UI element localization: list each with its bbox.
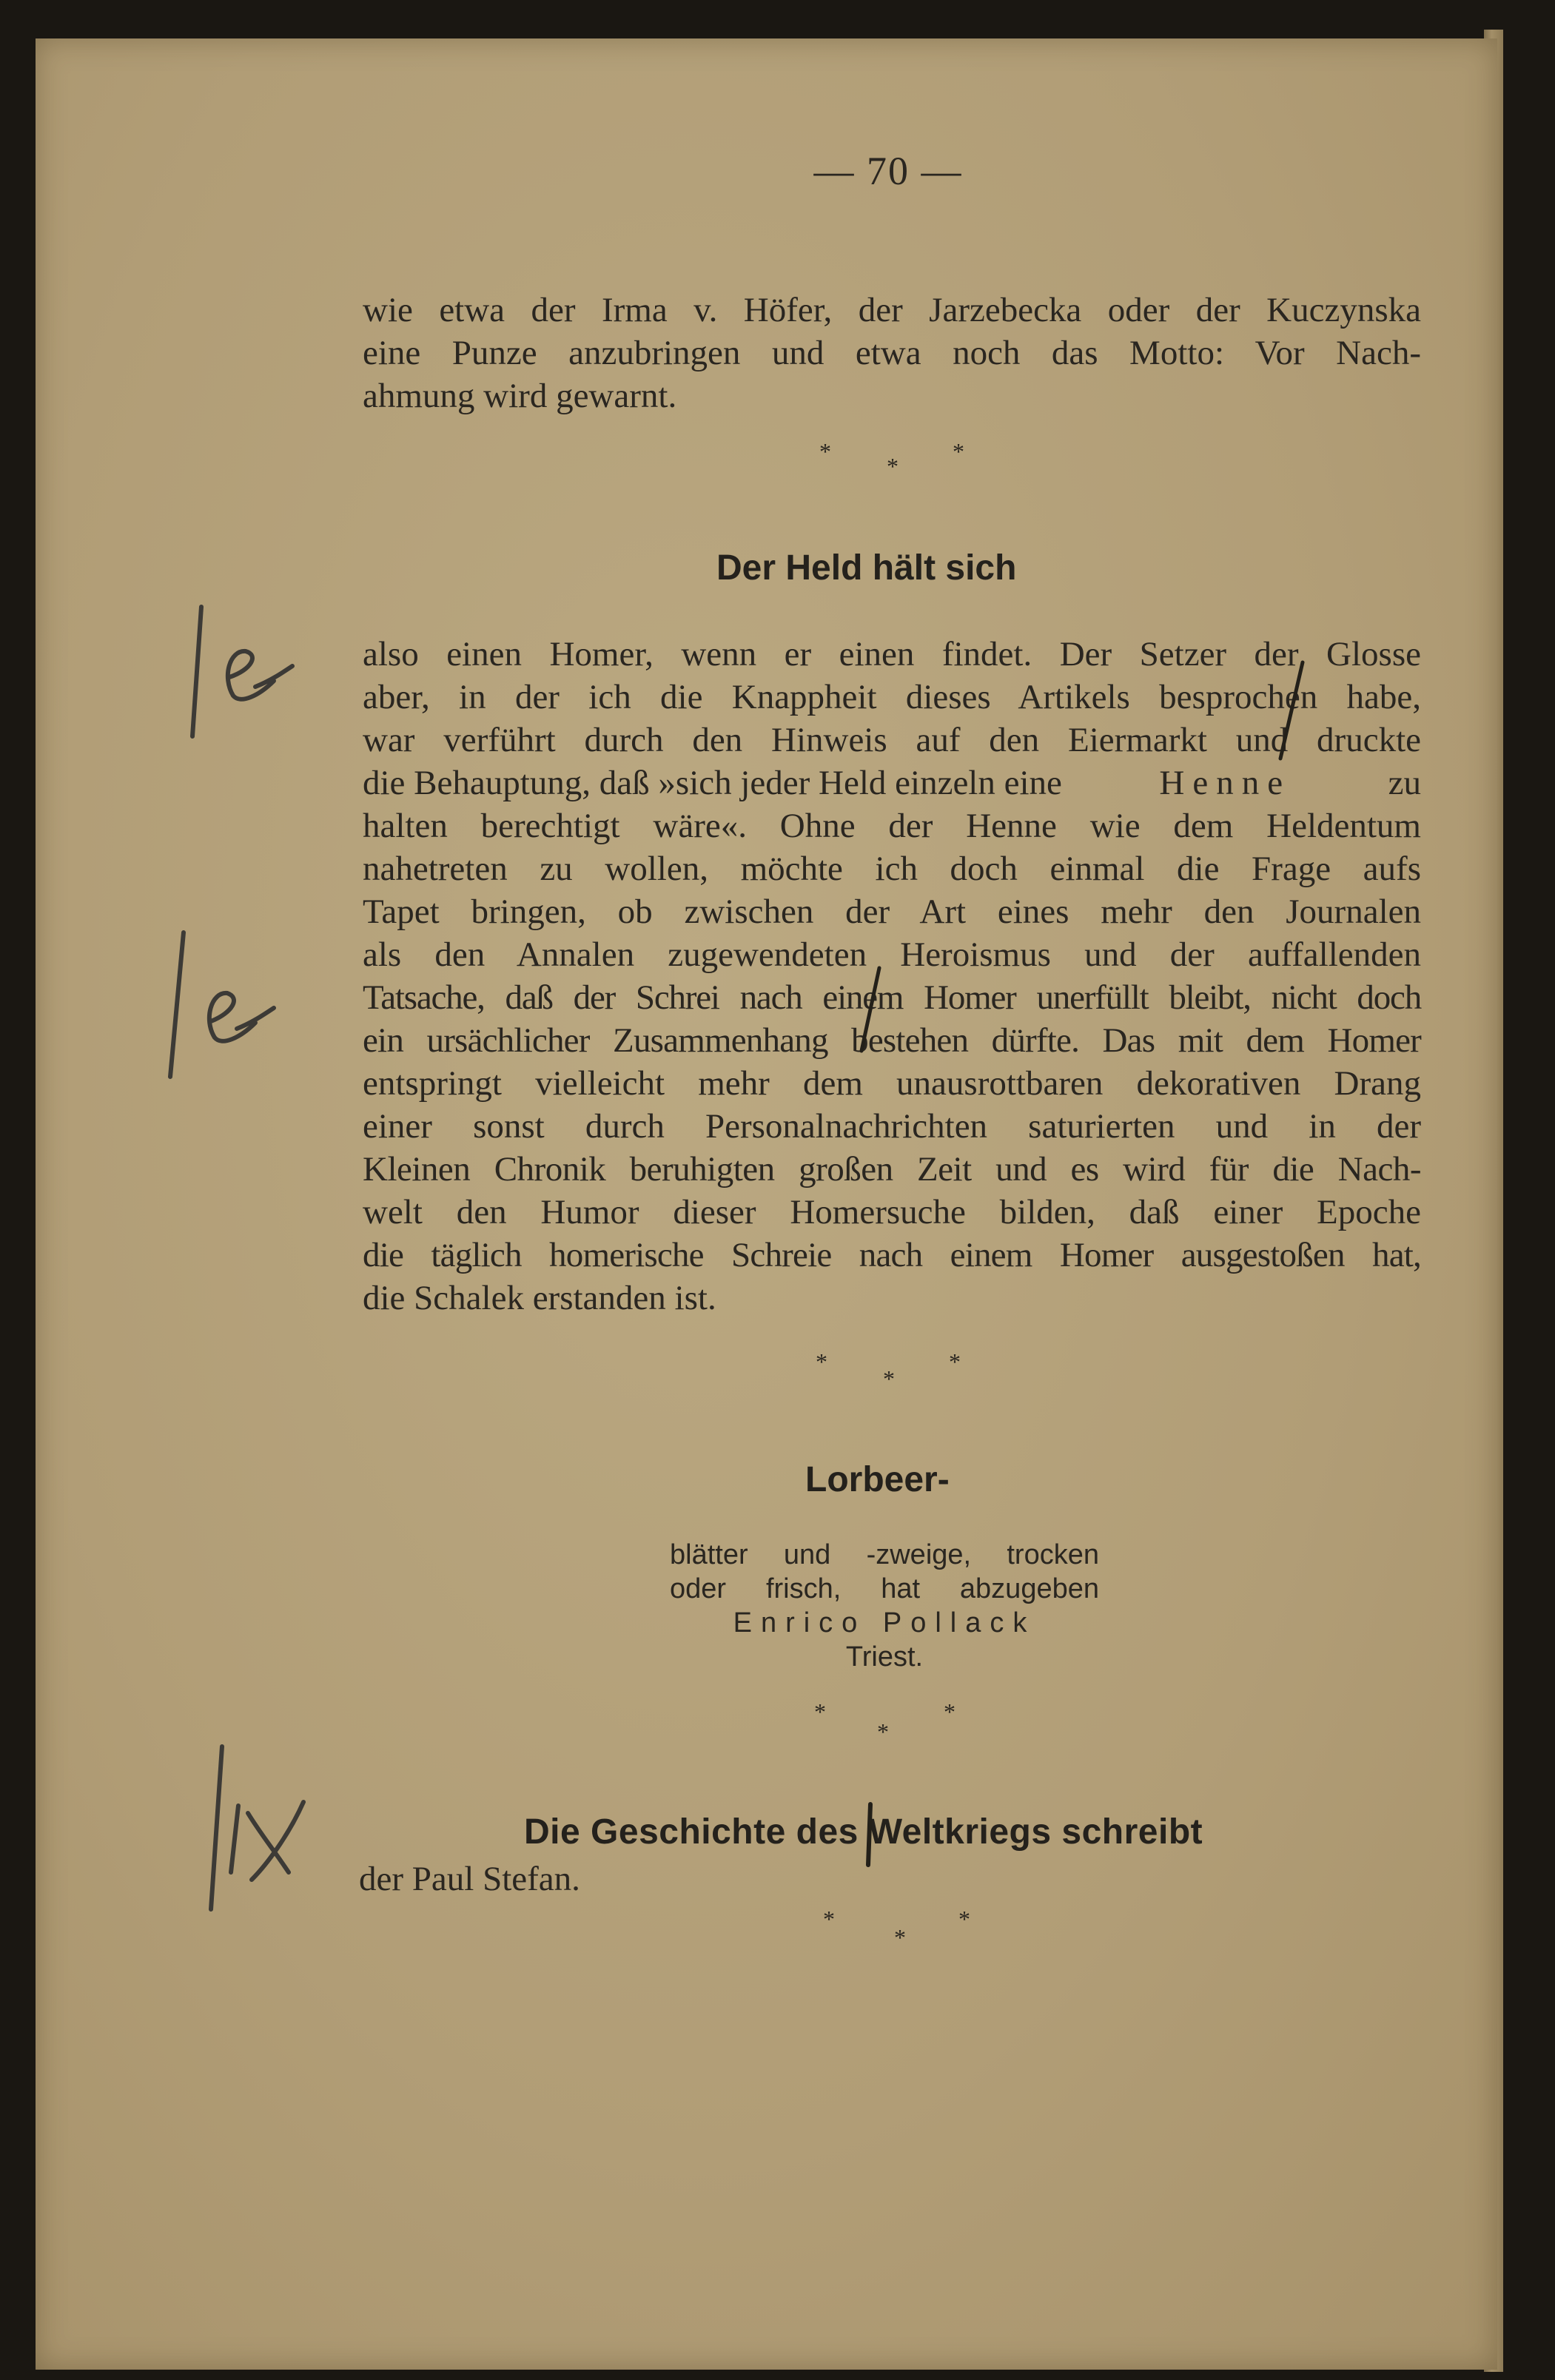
section-heading-hero: Der Held hält sich bbox=[716, 548, 1017, 588]
page-number: — 70 — bbox=[813, 149, 963, 193]
asterisk: * bbox=[819, 438, 831, 465]
text-line: also einen Homer, wenn er einen findet. Der Setzer der Glosse bbox=[363, 635, 1421, 673]
text-line: die täglich homerische Schreie nach einem Homer ausgestoßen hat, bbox=[363, 1236, 1421, 1274]
pencil-margin-mark bbox=[141, 918, 289, 1088]
section-heading-laurel: Lorbeer- bbox=[805, 1460, 950, 1499]
text-line: ein ursächlicher Zusammenhang bestehen dürfte. Das mit dem Homer bbox=[363, 1021, 1421, 1060]
ad-line: blätter und -zweige, trocken bbox=[670, 1539, 1099, 1570]
ink-correction-stroke bbox=[1269, 655, 1314, 766]
text-fragment: zu bbox=[1388, 764, 1421, 802]
text-line: halten berechtigt wäre«. Ohne der Henne wie dem Heldentum bbox=[363, 807, 1421, 845]
text-line: Tatsache, daß der Schrei nach einem Homer unerfüllt bleibt, nicht doch bbox=[363, 978, 1421, 1017]
text-line: ahmung wird gewarnt. bbox=[363, 377, 677, 415]
ad-line: oder frisch, hat abzugeben bbox=[670, 1573, 1099, 1604]
text-line: wie etwa der Irma v. Höfer, der Jarzebecka oder der Kuczynska bbox=[363, 291, 1421, 329]
section-heading-history: Die Geschichte des Weltkriegs schreibt bbox=[524, 1812, 1203, 1852]
asterisk: * bbox=[823, 1906, 835, 1932]
text-line: nahetreten zu wollen, möchte ich doch einmal die Frage aufs bbox=[363, 850, 1421, 888]
pencil-margin-mark bbox=[163, 592, 311, 747]
asterisk: * bbox=[883, 1365, 895, 1392]
emphasized-word: Henne bbox=[1159, 764, 1292, 802]
asterisk: * bbox=[944, 1698, 955, 1725]
pencil-margin-mark bbox=[185, 1732, 333, 1924]
asterisk: * bbox=[816, 1348, 827, 1375]
text-line: eine Punze anzubringen und etwa noch das Motto: Vor Nach- bbox=[363, 334, 1421, 372]
text-line: Tapet bringen, ob zwischen der Art eines mehr den Journalen bbox=[363, 892, 1421, 931]
asterisk: * bbox=[887, 453, 899, 480]
ad-line-name: Enrico Pollack bbox=[733, 1607, 1036, 1638]
asterisk: * bbox=[894, 1924, 906, 1951]
text-line: die Schalek erstanden ist. bbox=[363, 1279, 716, 1317]
asterisk: * bbox=[814, 1698, 826, 1725]
text-line: entspringt vielleicht mehr dem unausrottbaren dekorativen Drang bbox=[363, 1064, 1421, 1103]
asterisk: * bbox=[877, 1718, 889, 1745]
text-line: einer sonst durch Personalnachrichten saturierten und in der bbox=[363, 1107, 1421, 1146]
text-fragment: die Behauptung, daß »sich jeder Held einzeln eine bbox=[363, 764, 1062, 802]
text-line: als den Annalen zugewendeten Heroismus und der auffallenden bbox=[363, 935, 1421, 974]
ink-correction-stroke bbox=[851, 962, 888, 1058]
text-line bbox=[363, 762, 1421, 804]
asterisk: * bbox=[953, 438, 964, 465]
text-line: Kleinen Chronik beruhigten großen Zeit und es wird für die Nach- bbox=[363, 1150, 1421, 1189]
asterisk: * bbox=[949, 1348, 961, 1375]
ink-correction-stroke bbox=[859, 1798, 881, 1872]
asterisk: * bbox=[958, 1906, 970, 1932]
text-line: welt den Humor dieser Homersuche bilden, daß einer Epoche bbox=[363, 1193, 1421, 1231]
ad-line-city: Triest. bbox=[845, 1641, 924, 1673]
history-line: der Paul Stefan. bbox=[359, 1860, 580, 1898]
text-line: aber, in der ich die Knappheit dieses Artikels besprochen habe, bbox=[363, 678, 1421, 716]
text-line: war verführt durch den Hinweis auf den Eiermarkt und druckte bbox=[363, 721, 1421, 759]
